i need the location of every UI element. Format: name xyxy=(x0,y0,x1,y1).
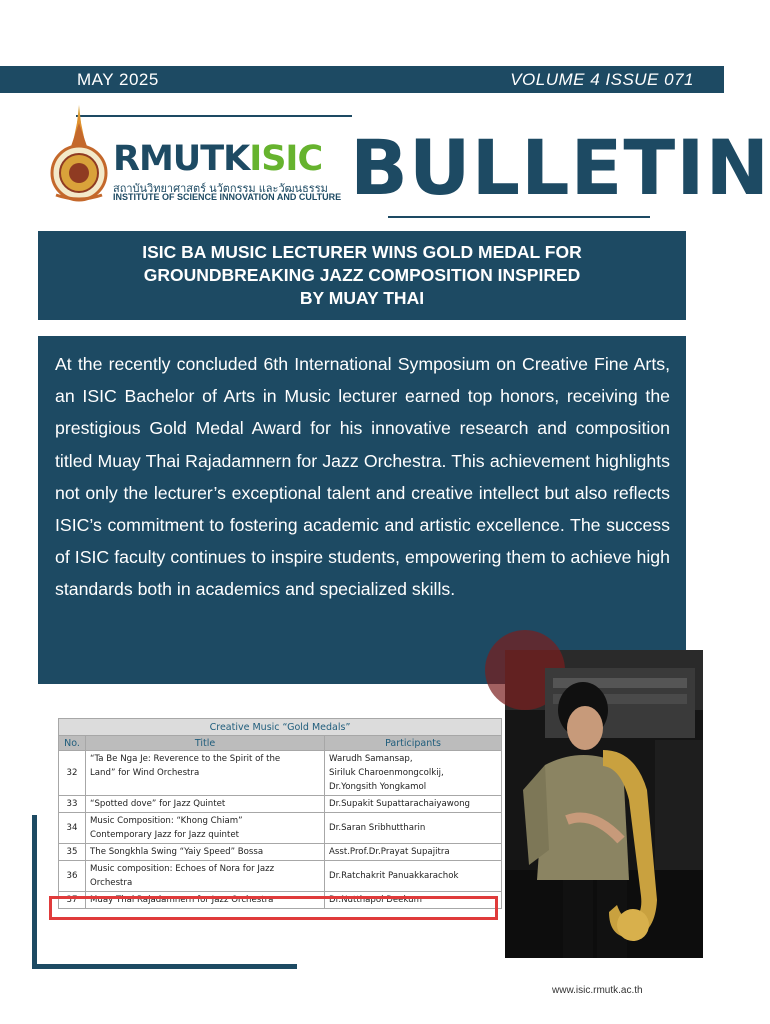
participant: Dr.Nutthapol Deekum xyxy=(329,895,422,905)
column-header-participants: Participants xyxy=(325,736,502,751)
institute-name-english: INSTITUTE OF SCIENCE INNOVATION AND CULTURE xyxy=(113,192,342,202)
header-rule-bottom xyxy=(388,216,650,218)
row-title-line: “Ta Be Nga Je: Reverence to the Spirit of the xyxy=(90,754,281,764)
row-participants xyxy=(325,813,502,844)
table-caption: Creative Music “Gold Medals” xyxy=(59,719,502,736)
row-number: 35 xyxy=(59,844,86,861)
row-number: 37 xyxy=(59,892,86,909)
row-number: 32 xyxy=(59,751,86,796)
row-title-line: Music composition: Echoes of Nora for Jazz xyxy=(90,864,275,874)
highlight-box xyxy=(49,896,498,920)
row-number: 36 xyxy=(59,861,86,892)
row-title xyxy=(86,861,325,892)
university-seal-icon xyxy=(50,103,108,203)
gold-medals-table xyxy=(58,718,502,909)
column-header-title: Title xyxy=(86,736,325,751)
row-title xyxy=(86,751,325,796)
row-title xyxy=(86,844,325,861)
website-url[interactable]: www.isic.rmutk.ac.th xyxy=(552,985,643,996)
issue-volume: VOLUME 4 ISSUE 071 xyxy=(510,70,694,89)
issue-bar xyxy=(0,66,724,93)
participant: Siriluk Charoenmongcolkij, xyxy=(329,768,444,778)
row-participants xyxy=(325,751,502,796)
institute-name-thai: สถาบันวิทยาศาสตร์ นวัตกรรม และวัฒนธรรม xyxy=(113,183,328,195)
issue-month: MAY 2025 xyxy=(77,70,159,89)
table-row xyxy=(59,844,502,861)
row-title-line: Music Composition: “Khong Chiam” xyxy=(90,816,243,826)
table-row xyxy=(59,796,502,813)
headline-line: BY MUAY THAI xyxy=(299,288,425,308)
logo-text-isic: ISIC xyxy=(249,139,323,179)
participant: Dr.Saran Sribhuttharin xyxy=(329,823,426,833)
headline-line: ISIC BA MUSIC LECTURER WINS GOLD MEDAL FOR xyxy=(142,242,582,262)
table-row xyxy=(59,861,502,892)
institute-logo-wordmark xyxy=(113,139,322,179)
row-title-line: “Spotted dove” for Jazz Quintet xyxy=(90,799,226,809)
row-title-line: Orchestra xyxy=(90,878,133,888)
participant: Dr.Yongsith Yongkamol xyxy=(329,782,427,792)
row-title xyxy=(86,796,325,813)
row-title xyxy=(86,813,325,844)
headline-line: GROUNDBREAKING JAZZ COMPOSITION INSPIRED xyxy=(143,265,581,285)
masthead-title: BULLETIN xyxy=(350,123,770,212)
article-body-box xyxy=(38,336,686,684)
row-title-line: The Songkhla Swing “Yaiy Speed” Bossa xyxy=(90,847,264,857)
logo-text-rmutk: RMUTK xyxy=(113,139,250,179)
column-header-no: No. xyxy=(59,736,86,751)
row-participants xyxy=(325,844,502,861)
row-title-line: Muay Thai Rajadamnern for Jazz Orchestra xyxy=(90,895,274,905)
saxophonist-photo xyxy=(505,650,703,958)
row-title-line: Contemporary Jazz for Jazz quintet xyxy=(90,830,240,840)
row-number: 33 xyxy=(59,796,86,813)
row-title-line: Land” for Wind Orchestra xyxy=(90,768,200,778)
participant: Dr.Supakit Supattarachaiyawong xyxy=(329,799,470,809)
row-participants xyxy=(325,861,502,892)
row-participants xyxy=(325,796,502,813)
participant: Asst.Prof.Dr.Prayat Supajitra xyxy=(329,847,450,857)
header-rule-top xyxy=(76,115,352,117)
article-headline xyxy=(38,231,686,320)
article-body: At the recently concluded 6th International Symposium on Creative Fine Arts, an ISIC Bachelor of Arts in Music lecturer earned top honors, receiving the prestigious Gold Medal Award for his innovative research and composition titled Muay Thai Rajadamnern for Jazz Orchestra. This achievement highlights not only the lecturer’s exceptional talent and creative intellect but also reflects ISIC’s commitment to fostering academic and artistic excellence. The success of ISIC faculty continues to inspire students, empowering them to achieve high standards both in academics and specialized skills. xyxy=(55,354,670,600)
accent-line-vertical xyxy=(32,815,37,969)
table-row xyxy=(59,751,502,796)
table-row xyxy=(59,813,502,844)
participant: Warudh Samansap, xyxy=(329,754,413,764)
participant: Dr.Ratchakrit Panuakkarachok xyxy=(329,871,459,881)
row-number: 34 xyxy=(59,813,86,844)
accent-line-horizontal xyxy=(32,964,297,969)
